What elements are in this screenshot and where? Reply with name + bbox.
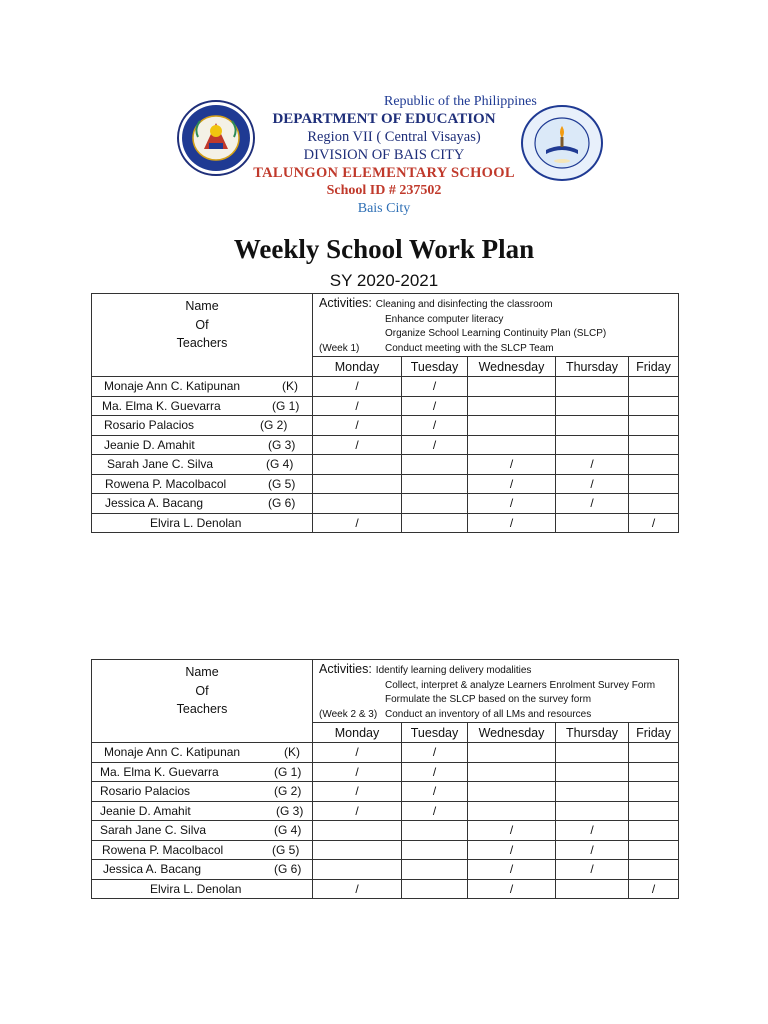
day-mark: / (468, 474, 556, 494)
teacher-grade: (K) (284, 745, 300, 759)
table-row (92, 860, 679, 880)
day-mark: / (468, 821, 556, 841)
teacher-grade: (G 2) (260, 418, 288, 432)
day-mark (468, 435, 556, 455)
teacher-grade: (G 6) (268, 496, 296, 510)
region-line: Region VII ( Central Visayas) (307, 129, 481, 145)
day-mark (556, 513, 629, 533)
teacher-name: Sarah Jane C. Silva (107, 457, 214, 471)
day-header: Friday (629, 723, 679, 743)
activities-label: Activities: (319, 296, 372, 310)
day-mark: / (313, 396, 402, 416)
day-mark (629, 377, 679, 397)
school-id: School ID # 237502 (326, 183, 442, 198)
work-plan-table (91, 293, 679, 533)
teacher-name: Jessica A. Bacang (105, 496, 204, 510)
day-header: Tuesday (402, 723, 468, 743)
week-label: (Week 2 & 3) (319, 708, 378, 720)
day-mark (629, 474, 679, 494)
table-row (92, 513, 679, 533)
day-mark (629, 840, 679, 860)
day-mark (629, 494, 679, 514)
name-header-line: Of (195, 683, 209, 698)
teacher-name: Monaje Ann C. Katipunan (104, 379, 241, 393)
day-mark (556, 435, 629, 455)
work-plan-table (91, 659, 679, 899)
teacher-cell (92, 513, 313, 533)
day-mark (468, 743, 556, 763)
teacher-grade: (G 5) (272, 842, 300, 857)
teacher-name: Elvira L. Denolan (150, 881, 242, 896)
day-mark: / (402, 435, 468, 455)
day-mark: / (468, 494, 556, 514)
day-mark: / (468, 840, 556, 860)
name-header-line: Of (195, 317, 209, 332)
teacher-grade: (G 1) (274, 764, 302, 779)
division-line: DIVISION OF BAIS CITY (303, 147, 465, 163)
day-mark (629, 801, 679, 821)
republic-line: Republic of the Philippines (384, 94, 537, 109)
activity-item: Collect, interpret & analyze Learners Enrolment Survey Form (385, 679, 656, 691)
name-header-line: Teachers (176, 702, 228, 716)
week-label: (Week 1) (319, 342, 360, 354)
day-mark (629, 455, 679, 475)
day-mark: / (556, 455, 629, 475)
day-mark: / (402, 743, 468, 763)
day-mark: / (556, 840, 629, 860)
teacher-cell (92, 416, 313, 436)
teacher-name: Rowena P. Macolbacol (105, 476, 227, 491)
day-mark: / (313, 801, 402, 821)
teacher-cell (92, 743, 313, 763)
teacher-name: Jeanie D. Amahit (100, 803, 191, 818)
activity-item: Enhance computer literacy (385, 313, 504, 325)
teacher-grade: (G 4) (266, 457, 294, 471)
name-of-teachers-header (92, 294, 313, 377)
day-mark (402, 474, 468, 494)
teacher-cell (92, 821, 313, 841)
teacher-grade: (K) (282, 379, 298, 393)
teacher-cell (92, 860, 313, 880)
table-row (92, 801, 679, 821)
teacher-cell (92, 377, 313, 397)
table-row (92, 416, 679, 436)
day-mark (556, 762, 629, 782)
day-mark: / (313, 416, 402, 436)
activity-item: Conduct meeting with the SLCP Team (385, 342, 554, 354)
day-mark (629, 396, 679, 416)
day-mark (629, 743, 679, 763)
teacher-name: Rosario Palacios (104, 418, 195, 432)
day-mark (468, 782, 556, 802)
day-mark (402, 455, 468, 475)
day-mark (468, 801, 556, 821)
day-mark (556, 416, 629, 436)
teacher-name: Elvira L. Denolan (150, 515, 242, 530)
day-mark: / (468, 513, 556, 533)
day-mark (313, 474, 402, 494)
day-mark (313, 494, 402, 514)
day-mark: / (556, 494, 629, 514)
activity-item: Identify learning delivery modalities (375, 665, 532, 676)
day-mark: / (402, 801, 468, 821)
day-header: Friday (629, 357, 679, 377)
day-mark: / (468, 879, 556, 899)
day-mark (468, 377, 556, 397)
teacher-cell (92, 762, 313, 782)
activities-cell (313, 660, 679, 723)
day-mark (556, 801, 629, 821)
teacher-grade: (G 5) (268, 476, 296, 491)
day-header: Thursday (556, 357, 629, 377)
day-mark (556, 782, 629, 802)
table-row (92, 821, 679, 841)
day-mark: / (313, 743, 402, 763)
table-row (92, 474, 679, 494)
teacher-cell (92, 396, 313, 416)
teacher-cell (92, 474, 313, 494)
day-mark (468, 396, 556, 416)
day-mark (313, 455, 402, 475)
teacher-name: Rowena P. Macolbacol (102, 842, 224, 857)
school-city: Bais City (357, 201, 411, 216)
day-mark: / (629, 513, 679, 533)
day-header: Wednesday (468, 723, 556, 743)
table-row (92, 782, 679, 802)
teacher-cell (92, 435, 313, 455)
name-header-line: Name (185, 299, 219, 313)
day-mark (629, 416, 679, 436)
activity-item: Cleaning and disinfecting the classroom (375, 299, 553, 310)
day-header: Thursday (556, 723, 629, 743)
name-header-line: Name (185, 665, 219, 679)
day-mark (556, 743, 629, 763)
table-row (92, 396, 679, 416)
teacher-name: Ma. Elma K. Guevarra (100, 764, 219, 779)
day-mark (402, 840, 468, 860)
day-mark (629, 762, 679, 782)
activity-item: Conduct an inventory of all LMs and resources (385, 708, 592, 720)
day-mark (313, 821, 402, 841)
teacher-name: Ma. Elma K. Guevarra (102, 398, 221, 413)
day-mark (556, 396, 629, 416)
name-header-line: Teachers (176, 336, 228, 350)
teacher-grade: (G 4) (274, 823, 302, 837)
table-row (92, 455, 679, 475)
teacher-grade: (G 3) (276, 803, 304, 818)
day-mark: / (556, 474, 629, 494)
day-mark (402, 860, 468, 880)
day-mark (402, 821, 468, 841)
day-header: Wednesday (468, 357, 556, 377)
day-mark (402, 494, 468, 514)
teacher-cell (92, 494, 313, 514)
day-mark (313, 860, 402, 880)
teacher-name: Jessica A. Bacang (103, 862, 202, 876)
teacher-name: Monaje Ann C. Katipunan (104, 745, 241, 759)
table-row (92, 840, 679, 860)
teacher-cell (92, 801, 313, 821)
day-mark: / (629, 879, 679, 899)
day-mark: / (402, 377, 468, 397)
day-mark: / (556, 821, 629, 841)
teacher-grade: (G 2) (274, 784, 302, 798)
day-mark (402, 513, 468, 533)
day-mark: / (556, 860, 629, 880)
day-mark: / (313, 377, 402, 397)
table-row (92, 494, 679, 514)
day-mark: / (313, 435, 402, 455)
day-header: Monday (313, 723, 402, 743)
day-mark: / (313, 762, 402, 782)
day-mark (468, 416, 556, 436)
page-title: Weekly School Work Plan (233, 234, 535, 264)
day-mark: / (313, 879, 402, 899)
day-mark (629, 821, 679, 841)
day-mark (629, 782, 679, 802)
day-mark: / (402, 762, 468, 782)
activity-item: Formulate the SLCP based on the survey form (385, 694, 592, 705)
day-mark: / (313, 513, 402, 533)
day-mark (629, 435, 679, 455)
department-name: DEPARTMENT OF EDUCATION (272, 111, 496, 127)
teacher-name: Rosario Palacios (100, 784, 191, 798)
day-mark: / (468, 455, 556, 475)
table-row (92, 743, 679, 763)
day-header: Tuesday (402, 357, 468, 377)
day-header: Monday (313, 357, 402, 377)
day-mark (402, 879, 468, 899)
activity-item: Organize School Learning Continuity Plan (SLCP) (385, 328, 607, 339)
teacher-name: Jeanie D. Amahit (104, 437, 195, 452)
activities-label: Activities: (319, 662, 372, 676)
table-row (92, 879, 679, 899)
day-mark (556, 879, 629, 899)
day-mark (313, 840, 402, 860)
teacher-cell (92, 879, 313, 899)
school-name: TALUNGON ELEMENTARY SCHOOL (253, 165, 515, 181)
day-mark (468, 762, 556, 782)
name-of-teachers-header (92, 660, 313, 743)
teacher-grade: (G 6) (274, 862, 302, 876)
school-year: SY 2020-2021 (329, 271, 439, 290)
day-mark: / (313, 782, 402, 802)
day-mark: / (402, 416, 468, 436)
teacher-cell (92, 782, 313, 802)
table-row (92, 377, 679, 397)
day-mark: / (402, 396, 468, 416)
teacher-cell (92, 455, 313, 475)
teacher-name: Sarah Jane C. Silva (100, 823, 207, 837)
day-mark (629, 860, 679, 880)
table-row (92, 435, 679, 455)
teacher-grade: (G 1) (272, 398, 300, 413)
table-row (92, 762, 679, 782)
teacher-cell (92, 840, 313, 860)
day-mark: / (402, 782, 468, 802)
day-mark: / (468, 860, 556, 880)
activities-cell (313, 294, 679, 357)
teacher-grade: (G 3) (268, 437, 296, 452)
day-mark (556, 377, 629, 397)
